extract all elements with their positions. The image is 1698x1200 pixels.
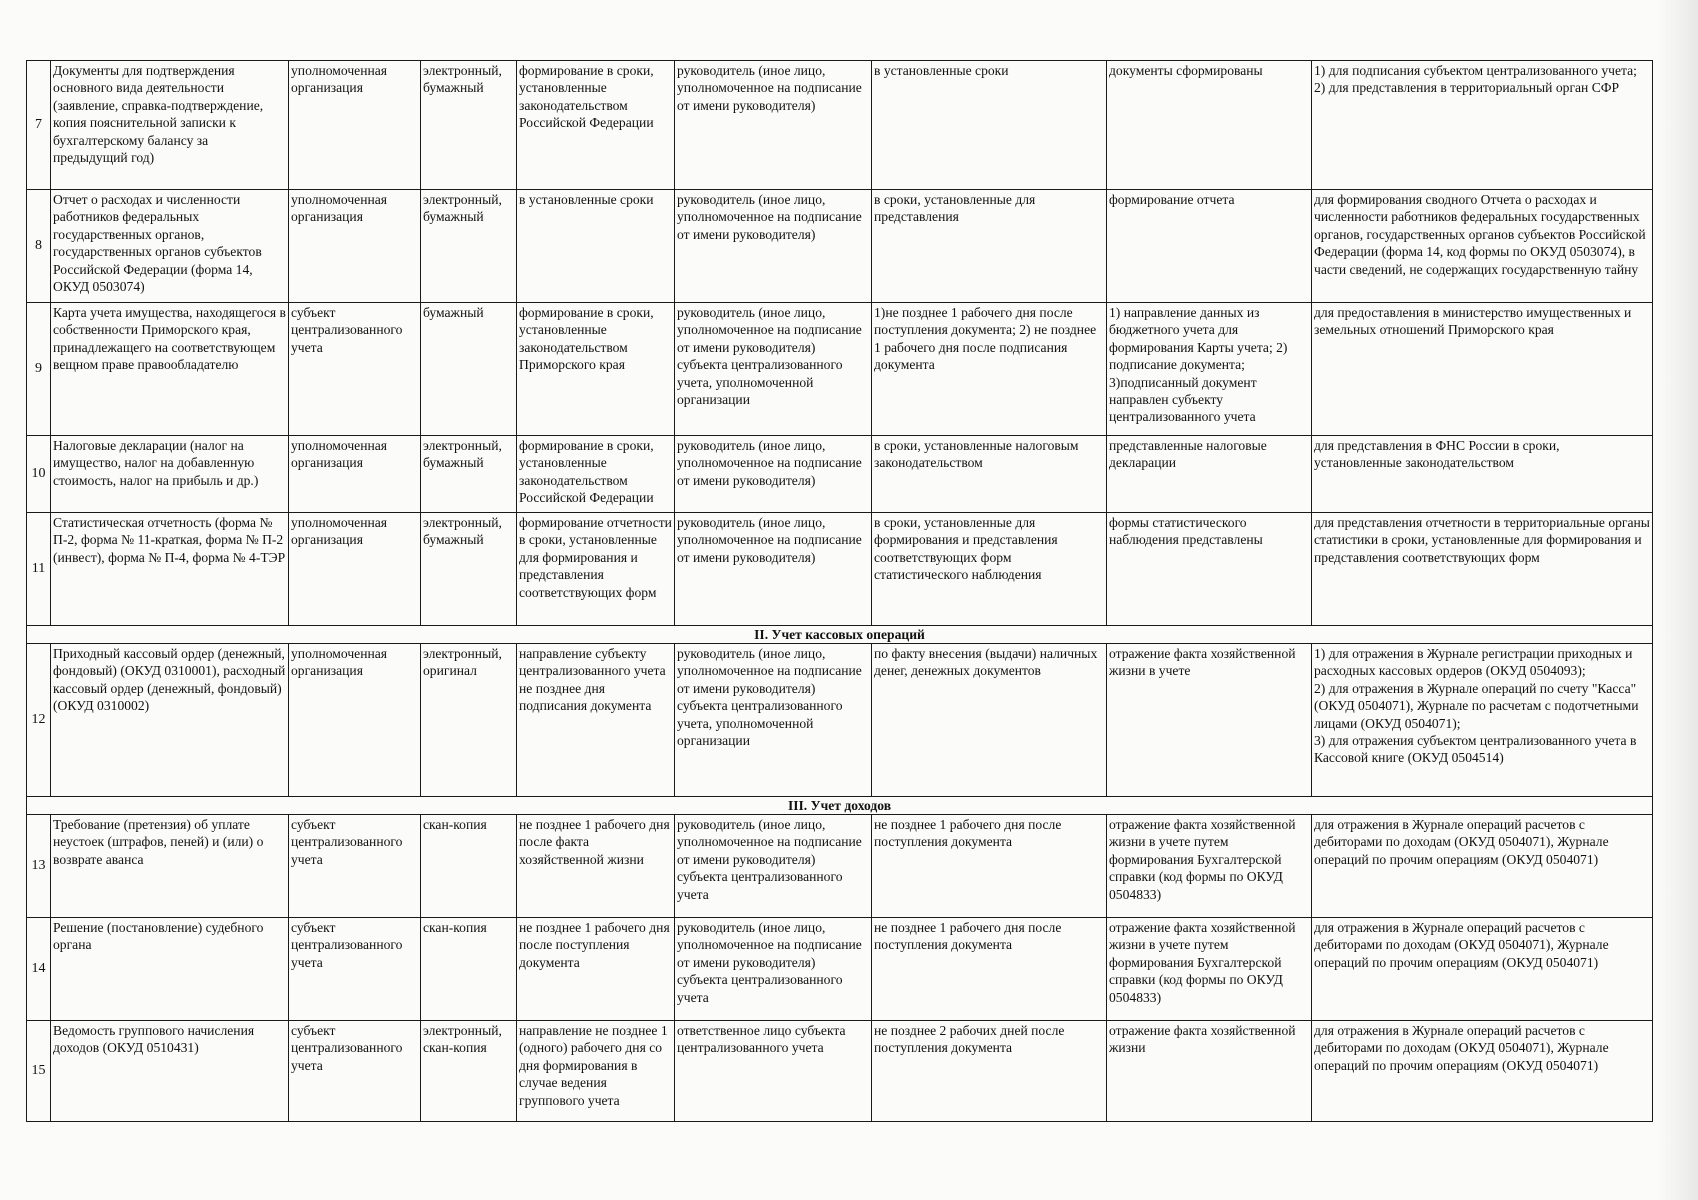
cell-responsible-party: субъект централизованного учета	[289, 303, 421, 436]
table-row	[27, 815, 1653, 918]
table-row	[27, 190, 1653, 303]
cell-result: отражение факта хозяйственной жизни в учете путем формирования Бухгалтерской справки (код формы по ОКУД 0504833)	[1107, 815, 1312, 918]
cell-document-name: Статистическая отчетность (форма № П-2, форма № 11-краткая, форма № П-2 (инвест), форма № П-4, форма № 4-ТЭР	[51, 513, 289, 626]
cell-document-name: Отчет о расходах и численности работников федеральных государственных органов, государственных органов субъектов Российской Федерации (форма 14, ОКУД 0503074)	[51, 190, 289, 303]
cell-document-format: электронный, оригинал	[421, 644, 517, 797]
table-row	[27, 1021, 1653, 1122]
cell-signatory: ответственное лицо субъекта централизованного учета	[675, 1021, 872, 1122]
cell-document-name: Приходный кассовый ордер (денежный, фондовый) (ОКУД 0310001), расходный кассовый ордер (денежный, фондовый) (ОКУД 0310002)	[51, 644, 289, 797]
section-title: II. Учет кассовых операций	[27, 626, 1653, 644]
cell-submission-term: направление не позднее 1 (одного) рабочего дня со дня формирования в случае ведения группового учета	[517, 1021, 675, 1122]
cell-submission-term: не позднее 1 рабочего дня после факта хозяйственной жизни	[517, 815, 675, 918]
cell-processing-term: по факту внесения (выдачи) наличных денег, денежных документов	[872, 644, 1107, 797]
cell-submission-term: не позднее 1 рабочего дня после поступления документа	[517, 918, 675, 1021]
cell-document-name: Налоговые декларации (налог на имущество, налог на добавленную стоимость, налог на прибыль и др.)	[51, 436, 289, 513]
table-row	[27, 436, 1653, 513]
cell-submission-term: формирование отчетности в сроки, установленные для формирования и представления соответствующих форм	[517, 513, 675, 626]
cell-document-format: электронный, бумажный	[421, 190, 517, 303]
cell-document-format: бумажный	[421, 303, 517, 436]
cell-purpose: для предоставления в министерство имущественных и земельных отношений Приморского края	[1312, 303, 1653, 436]
cell-signatory: руководитель (иное лицо, уполномоченное на подписание от имени руководителя)	[675, 513, 872, 626]
table-body	[27, 61, 1653, 1122]
row-number: 13	[27, 815, 51, 918]
cell-processing-term: не позднее 2 рабочих дней после поступления документа	[872, 1021, 1107, 1122]
cell-submission-term: формирование в сроки, установленные законодательством Российской Федерации	[517, 61, 675, 190]
cell-processing-term: в установленные сроки	[872, 61, 1107, 190]
cell-result: отражение факта хозяйственной жизни	[1107, 1021, 1312, 1122]
cell-responsible-party: уполномоченная организация	[289, 513, 421, 626]
row-number: 15	[27, 1021, 51, 1122]
cell-document-format: электронный, бумажный	[421, 513, 517, 626]
cell-result: документы сформированы	[1107, 61, 1312, 190]
row-number: 9	[27, 303, 51, 436]
cell-signatory: руководитель (иное лицо, уполномоченное на подписание от имени руководителя) субъекта централизованного учета	[675, 918, 872, 1021]
table-row	[27, 918, 1653, 1021]
cell-processing-term: в сроки, установленные для формирования и представления соответствующих форм статистического наблюдения	[872, 513, 1107, 626]
cell-submission-term: формирование в сроки, установленные законодательством Российской Федерации	[517, 436, 675, 513]
cell-document-name: Требование (претензия) об уплате неустоек (штрафов, пеней) и (или) о возврате аванса	[51, 815, 289, 918]
cell-responsible-party: субъект централизованного учета	[289, 918, 421, 1021]
cell-responsible-party: субъект централизованного учета	[289, 815, 421, 918]
cell-result: 1) направление данных из бюджетного учета для формирования Карты учета; 2) подписание документа; 3)подписанный документ направлен субъекту централизованного учета	[1107, 303, 1312, 436]
cell-purpose: для отражения в Журнале операций расчетов с дебиторами по доходам (ОКУД 0504071), Журнале операций по прочим операциям (ОКУД 0504071)	[1312, 1021, 1653, 1122]
row-number: 8	[27, 190, 51, 303]
cell-document-format: скан-копия	[421, 815, 517, 918]
document-page	[26, 60, 1652, 1122]
cell-processing-term: не позднее 1 рабочего дня после поступления документа	[872, 815, 1107, 918]
cell-document-name: Решение (постановление) судебного органа	[51, 918, 289, 1021]
cell-purpose: 1) для отражения в Журнале регистрации приходных и расходных кассовых ордеров (ОКУД 0504093); 2) для отражения в Журнале операций по счету "Касса" (ОКУД 0504071), Журнале по расчетам с подотчетными лицами (ОКУД 0504071); 3) для отражения субъектом централизованного учета в Кассовой книге (ОКУД 0504514)	[1312, 644, 1653, 797]
row-number: 10	[27, 436, 51, 513]
cell-document-format: электронный, скан-копия	[421, 1021, 517, 1122]
cell-submission-term: направление субъекту централизованного учета не позднее дня подписания документа	[517, 644, 675, 797]
cell-signatory: руководитель (иное лицо, уполномоченное на подписание от имени руководителя)	[675, 436, 872, 513]
row-number: 11	[27, 513, 51, 626]
cell-signatory: руководитель (иное лицо, уполномоченное на подписание от имени руководителя) субъекта централизованного учета	[675, 815, 872, 918]
cell-signatory: руководитель (иное лицо, уполномоченное на подписание от имени руководителя)	[675, 61, 872, 190]
cell-document-name: Документы для подтверждения основного вида деятельности (заявление, справка-подтверждение, копия пояснительной записки к бухгалтерскому балансу за предыдущий год)	[51, 61, 289, 190]
cell-purpose: для отражения в Журнале операций расчетов с дебиторами по доходам (ОКУД 0504071), Журнале операций по прочим операциям (ОКУД 0504071)	[1312, 918, 1653, 1021]
cell-responsible-party: уполномоченная организация	[289, 190, 421, 303]
cell-processing-term: 1)не позднее 1 рабочего дня после поступления документа; 2) не позднее 1 рабочего дня после подписания документа	[872, 303, 1107, 436]
scan-edge-shadow	[1656, 0, 1698, 1200]
cell-document-name: Карта учета имущества, находящегося в собственности Приморского края, принадлежащего на соответствующем вещном праве правообладателю	[51, 303, 289, 436]
cell-signatory: руководитель (иное лицо, уполномоченное на подписание от имени руководителя) субъекта централизованного учета, уполномоченной организации	[675, 303, 872, 436]
cell-responsible-party: уполномоченная организация	[289, 644, 421, 797]
cell-result: представленные налоговые декларации	[1107, 436, 1312, 513]
cell-document-format: скан-копия	[421, 918, 517, 1021]
cell-responsible-party: субъект централизованного учета	[289, 1021, 421, 1122]
table-row	[27, 61, 1653, 190]
section-header-row	[27, 626, 1653, 644]
cell-result: формирование отчета	[1107, 190, 1312, 303]
cell-document-format: электронный, бумажный	[421, 436, 517, 513]
row-number: 7	[27, 61, 51, 190]
cell-submission-term: в установленные сроки	[517, 190, 675, 303]
cell-processing-term: в сроки, установленные налоговым законодательством	[872, 436, 1107, 513]
cell-processing-term: в сроки, установленные для представления	[872, 190, 1107, 303]
table-row	[27, 303, 1653, 436]
cell-signatory: руководитель (иное лицо, уполномоченное на подписание от имени руководителя)	[675, 190, 872, 303]
row-number: 14	[27, 918, 51, 1021]
section-header-row	[27, 797, 1653, 815]
cell-responsible-party: уполномоченная организация	[289, 61, 421, 190]
regulations-table	[26, 60, 1653, 1122]
cell-purpose: для представления в ФНС России в сроки, установленные законодательством	[1312, 436, 1653, 513]
cell-result: отражение факта хозяйственной жизни в учете	[1107, 644, 1312, 797]
cell-purpose: для формирования сводного Отчета о расходах и численности работников федеральных государственных органов, государственных органов субъектов Российской Федерации (форма 14, код формы по ОКУД 0503074), в части сведений, не содержащих государственную тайну	[1312, 190, 1653, 303]
cell-signatory: руководитель (иное лицо, уполномоченное на подписание от имени руководителя) субъекта централизованного учета, уполномоченной организации	[675, 644, 872, 797]
cell-processing-term: не позднее 1 рабочего дня после поступления документа	[872, 918, 1107, 1021]
cell-document-format: электронный, бумажный	[421, 61, 517, 190]
cell-result: формы статистического наблюдения представлены	[1107, 513, 1312, 626]
cell-purpose: для отражения в Журнале операций расчетов с дебиторами по доходам (ОКУД 0504071), Журнале операций по прочим операциям (ОКУД 0504071)	[1312, 815, 1653, 918]
table-row	[27, 644, 1653, 797]
cell-purpose: для представления отчетности в территориальные органы статистики в сроки, установленные для формирования и представления соответствующих форм	[1312, 513, 1653, 626]
cell-purpose: 1) для подписания субъектом централизованного учета; 2) для представления в территориальный орган СФР	[1312, 61, 1653, 190]
cell-submission-term: формирование в сроки, установленные законодательством Приморского края	[517, 303, 675, 436]
cell-document-name: Ведомость группового начисления доходов (ОКУД 0510431)	[51, 1021, 289, 1122]
cell-result: отражение факта хозяйственной жизни в учете путем формирования Бухгалтерской справки (код формы по ОКУД 0504833)	[1107, 918, 1312, 1021]
row-number: 12	[27, 644, 51, 797]
table-row	[27, 513, 1653, 626]
section-title: III. Учет доходов	[27, 797, 1653, 815]
cell-responsible-party: уполномоченная организация	[289, 436, 421, 513]
